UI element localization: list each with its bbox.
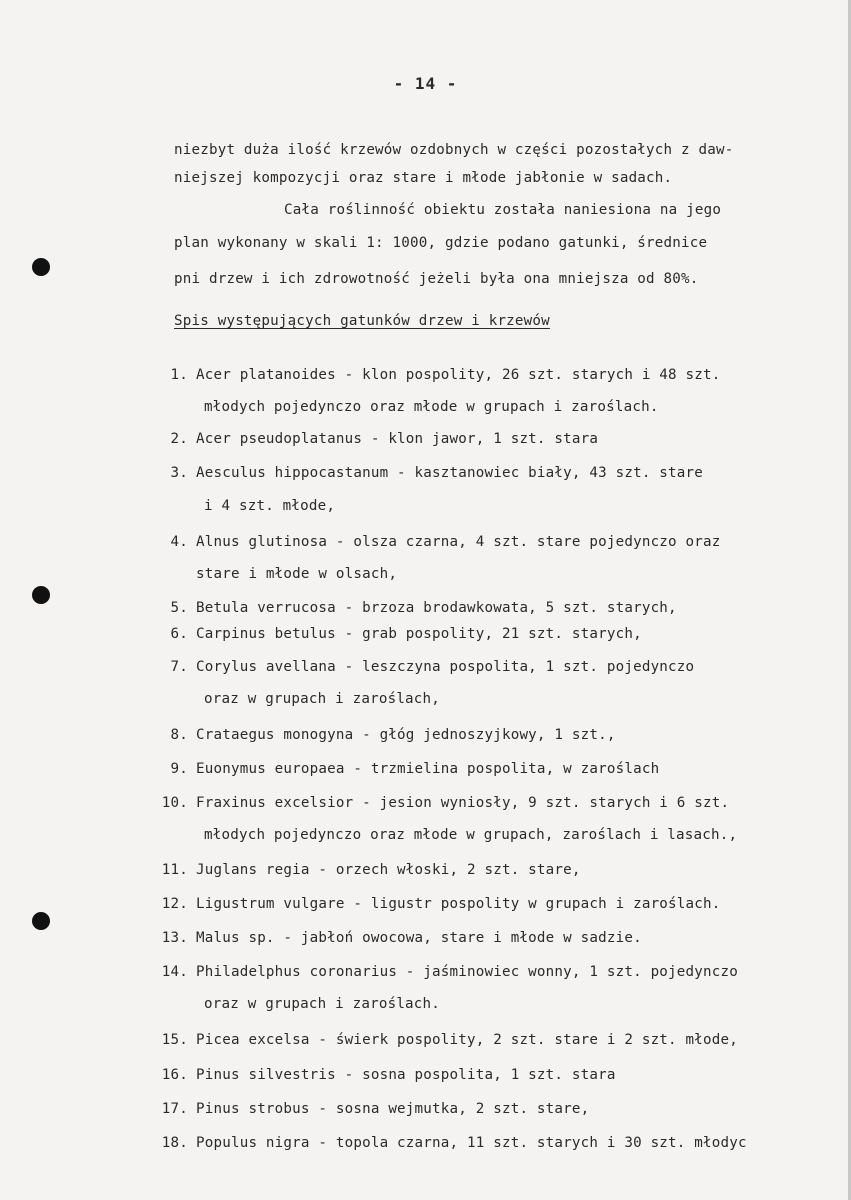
item-text: Pinus silvestris - sosna pospolita, 1 szt. stara <box>196 1067 616 1083</box>
punch-hole <box>32 258 50 276</box>
item-text: Fraxinus excelsior - jesion wyniosły, 9 szt. starych i 6 szt. <box>196 795 730 811</box>
intro-line: niezbyt duża ilość krzewów ozdobnych w części pozostałych z daw- <box>174 142 734 158</box>
item-number: 16. <box>161 1067 188 1083</box>
item-text: Carpinus betulus - grab pospolity, 21 szt. starych, <box>196 626 642 642</box>
item-text: Crataegus monogyna - głóg jednoszyjkowy, 1 szt., <box>196 727 616 743</box>
item-text: Malus sp. - jabłoń owocowa, stare i młode w sadzie. <box>196 930 642 946</box>
intro-line: pni drzew i ich zdrowotność jeżeli była ona mniejsza od 80%. <box>174 271 699 287</box>
item-number: 4. <box>170 534 188 550</box>
item-text: Corylus avellana - leszczyna pospolita, 1 szt. pojedynczo <box>196 659 695 675</box>
list-item <box>160 963 738 981</box>
item-number: 9. <box>170 761 188 777</box>
item-number: 18. <box>161 1135 188 1151</box>
list-item <box>160 533 721 551</box>
item-number: 8. <box>170 727 188 743</box>
item-number: 14. <box>161 964 188 980</box>
page-number: - 14 - <box>393 74 458 93</box>
item-text: Pinus strobus - sosna wejmutka, 2 szt. stare, <box>196 1101 590 1117</box>
item-number: 11. <box>161 862 188 878</box>
list-item <box>160 726 616 744</box>
list-item <box>160 625 642 643</box>
item-text: Alnus glutinosa - olsza czarna, 4 szt. stare pojedynczo oraz <box>196 534 721 550</box>
item-number: 7. <box>170 659 188 675</box>
item-number: 1. <box>170 367 188 383</box>
item-number: 13. <box>161 930 188 946</box>
list-item <box>160 1100 589 1118</box>
item-text: Betula verrucosa - brzoza brodawkowata, 5 szt. starych, <box>196 600 677 616</box>
list-item <box>160 464 703 482</box>
list-item-continuation: młodych pojedynczo oraz młode w grupach, zaroślach i lasach., <box>204 827 738 843</box>
item-number: 2. <box>170 431 188 447</box>
item-text: Acer pseudoplatanus - klon jawor, 1 szt. stara <box>196 431 599 447</box>
item-number: 6. <box>170 626 188 642</box>
list-item <box>160 658 694 676</box>
item-number: 17. <box>161 1101 188 1117</box>
list-item <box>160 929 642 947</box>
item-number: 5. <box>170 600 188 616</box>
item-text: Acer platanoides - klon pospolity, 26 szt. starych i 48 szt. <box>196 367 721 383</box>
punch-hole <box>32 912 50 930</box>
item-text: Aesculus hippocastanum - kasztanowiec biały, 43 szt. stare <box>196 465 704 481</box>
item-text: Populus nigra - topola czarna, 11 szt. starych i 30 szt. młodyc <box>196 1135 747 1151</box>
item-text: Euonymus europaea - trzmielina pospolita, w zaroślach <box>196 761 660 777</box>
list-item-continuation: oraz w grupach i zaroślach. <box>204 996 441 1012</box>
list-item-continuation: młodych pojedynczo oraz młode w grupach i zaroślach. <box>204 399 659 415</box>
list-item <box>160 1066 616 1084</box>
item-number: 3. <box>170 465 188 481</box>
list-item <box>160 1031 738 1049</box>
item-text: Juglans regia - orzech włoski, 2 szt. stare, <box>196 862 581 878</box>
item-number: 10. <box>161 795 188 811</box>
intro-line: plan wykonany w skali 1: 1000, gdzie podano gatunki, średnice <box>174 235 708 251</box>
list-item-continuation: oraz w grupach i zaroślach, <box>204 691 441 707</box>
list-item <box>160 794 729 812</box>
intro-line: niejszej kompozycji oraz stare i młode jabłonie w sadach. <box>174 170 673 186</box>
list-item <box>160 599 677 617</box>
section-heading: Spis występujących gatunków drzew i krzewów <box>174 313 550 329</box>
list-item <box>160 430 598 448</box>
list-item <box>160 366 721 384</box>
item-text: Picea excelsa - świerk pospolity, 2 szt. stare i 2 szt. młode, <box>196 1032 738 1048</box>
intro-line: Cała roślinność obiektu została naniesiona na jego <box>284 202 722 218</box>
list-item <box>160 861 581 879</box>
list-item <box>160 760 659 778</box>
punch-hole <box>32 586 50 604</box>
item-number: 15. <box>161 1032 188 1048</box>
list-item <box>160 895 721 913</box>
list-item <box>160 1134 747 1152</box>
item-text: Ligustrum vulgare - ligustr pospolity w grupach i zaroślach. <box>196 896 721 912</box>
list-item-continuation: i 4 szt. młode, <box>204 498 336 514</box>
list-item-continuation: stare i młode w olsach, <box>196 566 398 582</box>
item-number: 12. <box>161 896 188 912</box>
item-text: Philadelphus coronarius - jaśminowiec wonny, 1 szt. pojedynczo <box>196 964 738 980</box>
